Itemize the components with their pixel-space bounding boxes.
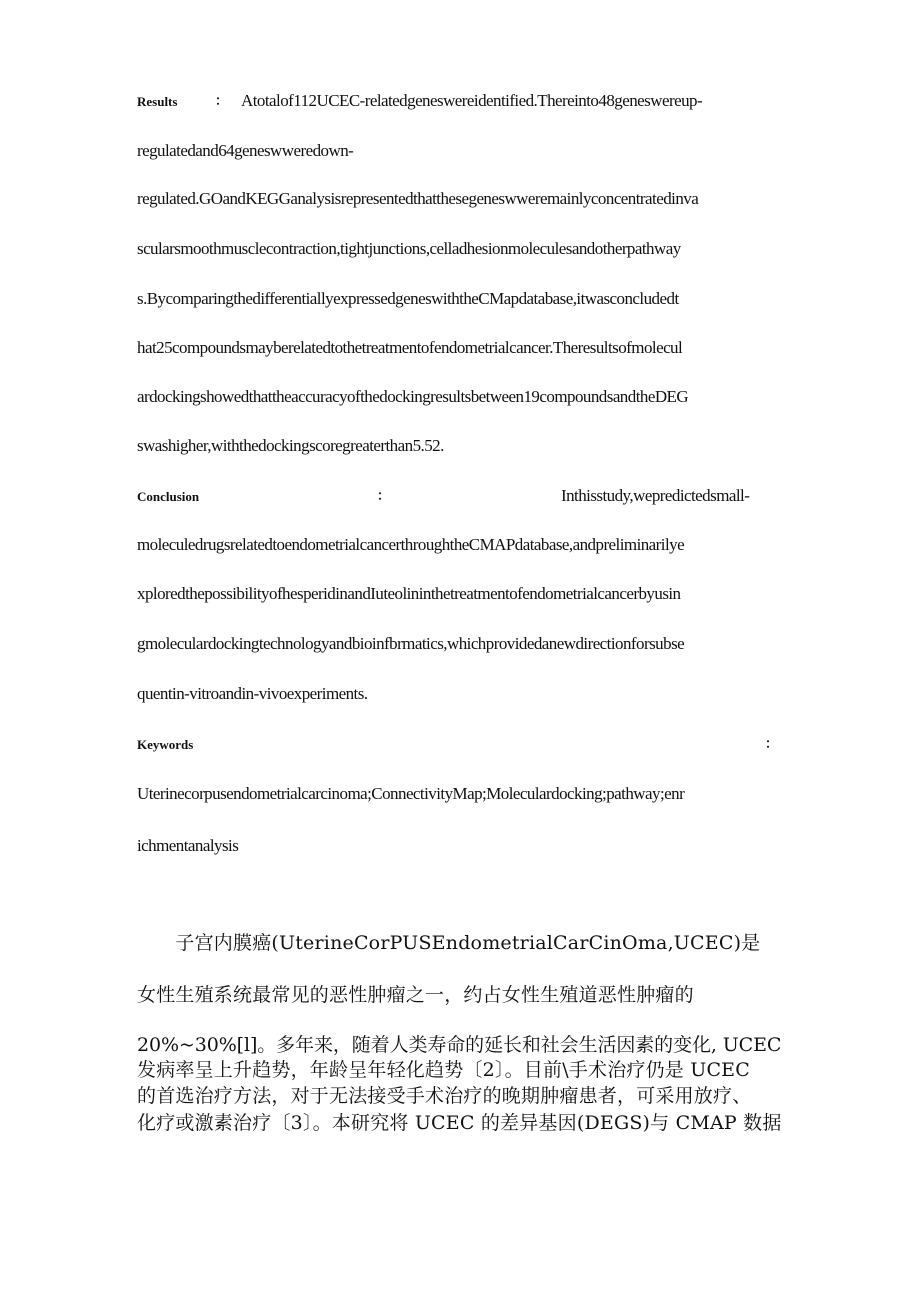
- keywords-heading-line: [137, 733, 784, 756]
- conclusion-line-4: quentin-vitroandin-vivoexperiments.: [137, 684, 368, 703]
- keywords-line-2: ichmentanalysis: [137, 836, 239, 855]
- keywords-label: Keywords: [137, 737, 194, 752]
- keywords-colon: ：: [765, 736, 778, 751]
- results-first-text: Atotalof112UCEC-relatedgeneswereidentified.Thereinto48geneswereup-: [241, 91, 703, 110]
- results-line-2: regulated.GOandKEGGanalysisrepresentedthatthesegeneswweremainlyconcentratedinva: [137, 189, 699, 208]
- results-line-6: ardockingshowedthattheaccuracyofthedockingresultsbetween19compoundsandtheDEG: [137, 387, 689, 406]
- conclusion-first-text: Inthisstudy,wepredictedsmall-: [561, 486, 750, 505]
- results-colon: ：: [215, 93, 228, 108]
- conclusion-line-1: moleculedrugsrelatedtoendometrialcancerthroughtheCMAPdatabase,andpreliminarilye: [137, 535, 685, 554]
- keywords-line-1: Uterinecorpusendometrialcarcinoma;ConnectivityMap;Moleculardocking;pathway;enr: [137, 784, 685, 803]
- conclusion-line-3: gmoleculardockingtechnologyandbioinfbrmatics,whichprovidedanewdirectionforsubse: [137, 634, 685, 653]
- results-line-1: regulatedand64geneswweredown-: [137, 141, 354, 160]
- conclusion-line-2: xploredthepossibilityofhesperidinandIuteolininthetreatmentofendometrialcancerbyusin: [137, 584, 681, 603]
- results-line-4: s.BycomparingthedifferentiallyexpressedgeneswiththeCMapdatabase,itwasconcludedt: [137, 289, 679, 308]
- body-line-5: 的首选治疗方法，对于无法接受手术治疗的晚期肿瘤患者，可采用放疗、: [137, 1085, 752, 1107]
- body-line-2: 女性生殖系统最常见的恶性肿瘤之一，约占女性生殖道恶性肿瘤的: [137, 984, 694, 1006]
- body-line-4: 发病率呈上升趋势，年龄呈年轻化趋势〔2〕。目前\手术治疗仍是 UCEC: [137, 1059, 750, 1081]
- conclusion-heading-line: [137, 485, 784, 508]
- results-line-5: hat25compoundsmayberelatedtothetreatmentofendometrialcancer.Theresultsofmolecul: [137, 338, 683, 357]
- body-line-6: 化疗或激素治疗〔3〕。本研究将 UCEC 的差异基因(DEGS)与 CMAP 数据: [137, 1112, 782, 1134]
- results-label: Results: [137, 94, 178, 109]
- conclusion-label: Conclusion: [137, 489, 200, 504]
- results-line-3: scularsmoothmusclecontraction,tightjunctions,celladhesionmoleculesandotherpathway: [137, 239, 681, 258]
- body-line-3: 20%~30%[l]。多年来，随着人类寿命的延长和社会生活因素的变化, UCEC: [137, 1034, 782, 1056]
- results-heading-line: [137, 90, 784, 113]
- results-line-7: swashigher,withthedockingscoregreaterthan5.52.: [137, 436, 444, 455]
- conclusion-colon: ：: [377, 488, 390, 503]
- body-line-1: 子宫内膜癌(UterineCorPUSEndometrialCarCinOma,UCEC)是: [137, 932, 761, 954]
